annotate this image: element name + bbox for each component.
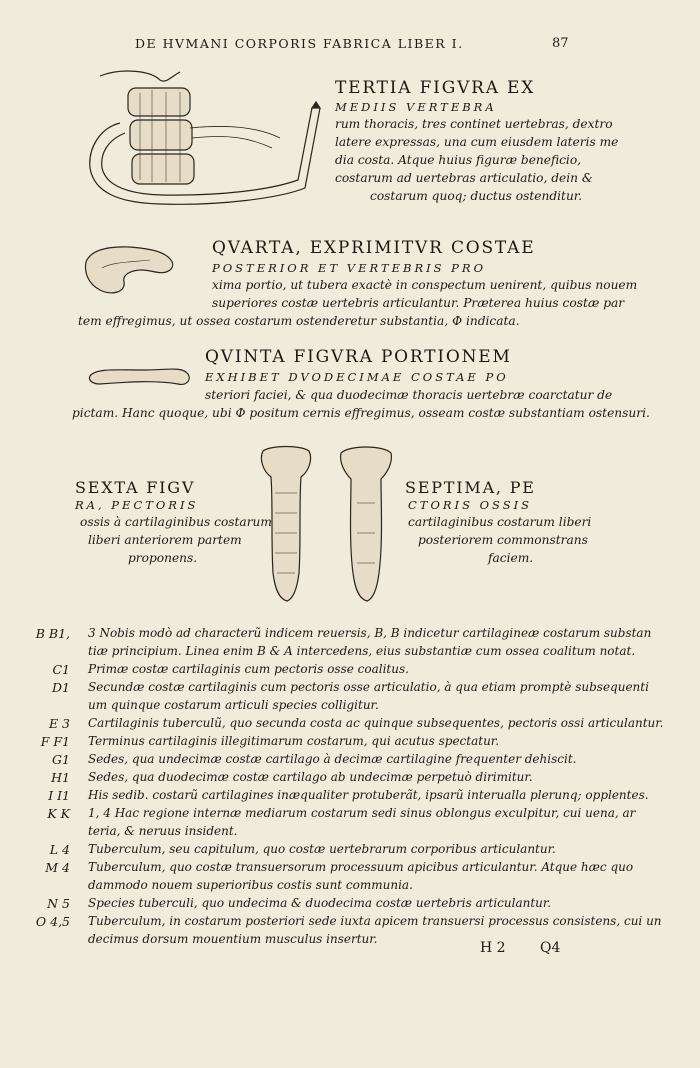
figure3-subheading: MEDIIS VERTEBRA xyxy=(335,100,497,114)
signature-mark: H 2 xyxy=(480,940,506,956)
legend-text: Terminus cartilaginis illegitimarum costarum, qui acutus spectatur. xyxy=(88,734,500,748)
legend-text: um quinque costarum articuli species colligitur. xyxy=(88,698,379,712)
legend-key: G1 xyxy=(52,752,70,767)
legend-text: Tuberculum, seu capitulum, quo costæ uertebrarum corporibus articulantur. xyxy=(88,842,556,856)
figure-twelfth-rib-portion xyxy=(86,362,196,392)
figure5-subheading: EXHIBET DVODECIMAE COSTAE PO xyxy=(205,370,509,384)
figure4-subheading: POSTERIOR ET VERTEBRIS PRO xyxy=(212,261,487,275)
legend-entry-m-cont xyxy=(0,878,700,896)
legend-key: I I1 xyxy=(48,788,70,803)
legend-entry-e xyxy=(0,716,700,734)
legend-text: Cartilaginis tuberculũ, quo secunda costa ac quinque subsequentes, pectoris ossi articulantur. xyxy=(88,716,664,730)
legend-key: D1 xyxy=(52,680,70,695)
legend-entry-o-cont xyxy=(0,932,700,950)
legend-text: Sedes, qua duodecimæ costæ cartilago ab undecimæ perpetuò dirimitur. xyxy=(88,770,533,784)
legend-text: Primæ costæ cartilaginis cum pectoris osse coalitus. xyxy=(88,662,409,676)
figure6-line-1: ossis à cartilaginibus costarum xyxy=(80,515,272,529)
figure3-heading: TERTIA FIGVRA EX xyxy=(335,78,536,98)
figure7-subheading: CTORIS OSSIS xyxy=(408,498,533,512)
running-title: DE HVMANI CORPORIS FABRICA LIBER I. xyxy=(135,36,464,51)
figure7-heading: SEPTIMA, PE xyxy=(405,478,536,497)
legend-entry-c xyxy=(0,662,700,680)
figure7-line-2: posteriorem commonstrans xyxy=(418,533,588,547)
legend-key: L 4 xyxy=(49,842,70,857)
legend-text: tiæ principium. Linea enim B & A intercedens, eius substantiæ cum ossea coalitum notat. xyxy=(88,644,636,658)
legend-entry-l xyxy=(0,842,700,860)
legend-text: Tuberculum, in costarum posteriori sede iuxta apicem transuersi processus consistens, cui un xyxy=(88,914,662,928)
figure4-line-2: superiores costæ uertebris articulantur. Præterea huius costæ par xyxy=(212,296,625,310)
legend-entry-b-cont xyxy=(0,644,700,662)
figure5-line-1: steriori faciei, & qua duodecimæ thoracis uertebræ coarctatur de xyxy=(205,388,613,402)
legend-key: N 5 xyxy=(47,896,70,911)
legend-text: Tuberculum, quo costæ transuersorum processuum apicibus articulantur. Atque hæc quo xyxy=(88,860,634,874)
legend-entry-d-cont xyxy=(0,698,700,716)
legend-key: K K xyxy=(47,806,70,821)
figure3-line-5: costarum quoq; ductus ostenditur. xyxy=(370,189,583,203)
legend-key: E 3 xyxy=(48,716,70,731)
figure5-line-2: pictam. Hanc quoque, ubi Φ positum cernis effregimus, osseam costæ substantiam ostensuri. xyxy=(72,406,650,420)
legend-text: Species tuberculi, quo undecima & duodecima costæ uertebris articulantur. xyxy=(88,896,552,910)
legend-entry-k-cont xyxy=(0,824,700,842)
figure6-line-2: liberi anteriorem partem xyxy=(88,533,242,547)
legend-text: His sedib. costarũ cartilagines inæqualiter protuberãt, ipsarũ interualla plerunq; opplentes. xyxy=(88,788,649,802)
legend-entry-h xyxy=(0,770,700,788)
legend-text: dammodo nouem superioribus costis sunt communia. xyxy=(88,878,413,892)
legend-entry-n xyxy=(0,896,700,914)
catchword: Q4 xyxy=(540,940,561,956)
figure-sternum-posterior xyxy=(335,443,397,605)
legend-key: C1 xyxy=(52,662,70,677)
figure-vertebrae-with-rib xyxy=(80,68,330,218)
legend-entry-i xyxy=(0,788,700,806)
legend-text: Sedes, qua undecimæ costæ cartilago à decimæ cartilagine frequenter dehiscit. xyxy=(88,752,577,766)
legend-entry-k xyxy=(0,806,700,824)
figure4-heading: QVARTA, EXPRIMITVR COSTAE xyxy=(212,238,536,258)
legend-text: Secundæ costæ cartilaginis cum pectoris osse articulatio, à qua etiam promptè subsequenti xyxy=(88,680,649,694)
figure5-heading: QVINTA FIGVRA PORTIONEM xyxy=(205,347,512,367)
legend-text: teria, & neruus insident. xyxy=(88,824,238,838)
figure7-line-3: faciem. xyxy=(488,551,534,565)
legend-text: 1, 4 Hac regione internæ mediarum costarum sedi sinus oblongus exculpitur, cui uena, ar xyxy=(88,806,636,820)
legend-key: O 4,5 xyxy=(35,914,70,929)
figure3-line-2: latere expressas, una cum eiusdem lateris me xyxy=(335,135,619,149)
figure6-subheading: RA, PECTORIS xyxy=(75,498,199,512)
figure4-line-1: xima portio, ut tubera exactè in conspectum uenirent, quibus nouem xyxy=(212,278,638,292)
legend-entry-f xyxy=(0,734,700,752)
legend-key: B B1, xyxy=(35,626,70,641)
legend-entry-g xyxy=(0,752,700,770)
legend-entry-m xyxy=(0,860,700,878)
figure6-line-3: proponens. xyxy=(128,551,198,565)
figure7-line-1: cartilaginibus costarum liberi xyxy=(408,515,592,529)
legend-entry-b xyxy=(0,626,700,644)
legend-text: decimus dorsum mouentium musculus insertur. xyxy=(88,932,378,946)
legend-entry-d xyxy=(0,680,700,698)
legend-key: H1 xyxy=(51,770,70,785)
figure3-line-4: costarum ad uertebras articulatio, dein & xyxy=(335,171,593,185)
legend-key: F F1 xyxy=(40,734,70,749)
legend-key: M 4 xyxy=(45,860,70,875)
legend-entry-o xyxy=(0,914,700,932)
figure3-line-1: rum thoracis, tres continet uertebras, dextro xyxy=(335,117,613,131)
figure6-heading: SEXTA FIGV xyxy=(75,478,196,497)
figure4-line-3: tem effregimus, ut ossea costarum ostenderetur substantia, Φ indicata. xyxy=(78,314,520,328)
figure-rib-posterior-portion xyxy=(82,240,182,300)
page-number: 87 xyxy=(552,36,569,51)
legend-text: 3 Nobis modò ad characterũ indicem reuersis, B, B indicetur cartilagineæ costarum substan xyxy=(88,626,652,640)
figure3-line-3: dia costa. Atque huius figuræ beneficio, xyxy=(335,153,582,167)
